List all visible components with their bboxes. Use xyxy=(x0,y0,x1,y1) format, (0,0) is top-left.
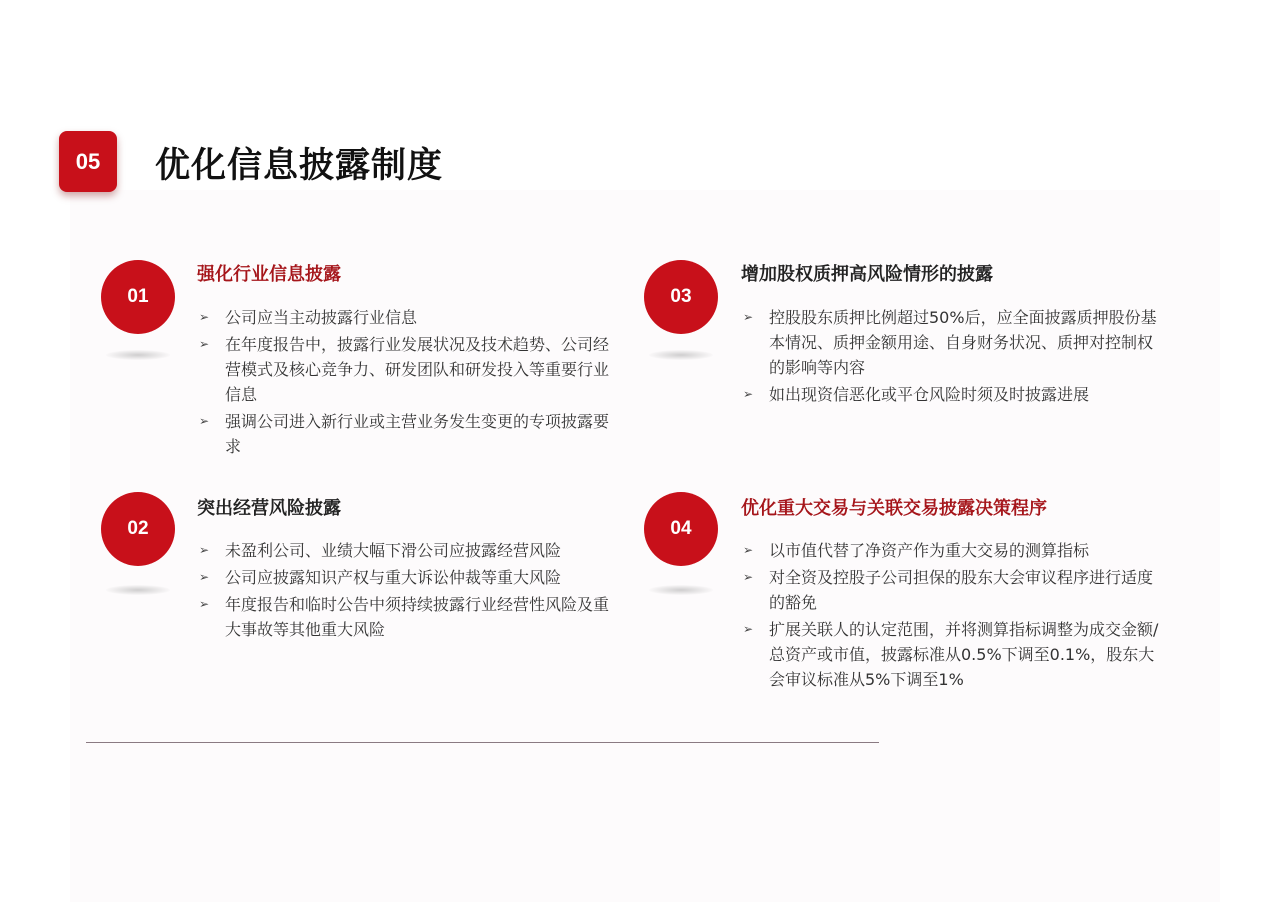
list-item: ➢ 未盈利公司、业绩大幅下滑公司应披露经营风险 xyxy=(197,538,617,563)
item-bullets-01 xyxy=(197,305,617,461)
arrowhead-right-icon: ➢ xyxy=(743,543,754,557)
list-item: ➢ 年度报告和临时公告中须持续披露行业经营性风险及重大事故等其他重大风险 xyxy=(197,592,617,642)
arrowhead-right-icon: ➢ xyxy=(199,337,210,351)
item-bullets-03 xyxy=(741,305,1161,409)
arrowhead-right-icon: ➢ xyxy=(199,310,210,324)
arrowhead-right-icon: ➢ xyxy=(199,570,210,584)
circle-shadow xyxy=(649,350,713,360)
list-item: ➢ 强调公司进入新行业或主营业务发生变更的专项披露要求 xyxy=(197,409,617,459)
item-number-circle-03: 03 xyxy=(644,260,718,334)
list-item: ➢ 在年度报告中，披露行业发展状况及技术趋势、公司经营模式及核心竞争力、研发团队和研发投入等重要行业信息 xyxy=(197,332,617,407)
section-number-badge: 05 xyxy=(59,131,117,192)
item-title-02: 突出经营风险披露 xyxy=(197,498,341,519)
arrowhead-right-icon: ➢ xyxy=(743,387,754,401)
list-item: ➢ 对全资及控股子公司担保的股东大会审议程序进行适度的豁免 xyxy=(741,565,1161,615)
circle-shadow xyxy=(106,585,170,595)
item-number-circle-04: 04 xyxy=(644,492,718,566)
arrowhead-right-icon: ➢ xyxy=(743,570,754,584)
arrowhead-right-icon: ➢ xyxy=(743,310,754,324)
list-item: ➢ 公司应当主动披露行业信息 xyxy=(197,305,617,330)
item-title-04: 优化重大交易与关联交易披露决策程序 xyxy=(741,498,1047,519)
list-item: ➢ 以市值代替了净资产作为重大交易的测算指标 xyxy=(741,538,1161,563)
arrowhead-right-icon: ➢ xyxy=(199,597,210,611)
arrowhead-right-icon: ➢ xyxy=(743,622,754,636)
arrowhead-right-icon: ➢ xyxy=(199,543,210,557)
circle-shadow xyxy=(106,350,170,360)
item-number-circle-01: 01 xyxy=(101,260,175,334)
bottom-divider xyxy=(86,742,879,743)
arrowhead-right-icon: ➢ xyxy=(199,414,210,428)
item-bullets-04 xyxy=(741,538,1161,694)
item-bullets-02 xyxy=(197,538,617,644)
item-title-01: 强化行业信息披露 xyxy=(197,264,341,285)
list-item: ➢ 控股股东质押比例超过50%后，应全面披露质押股份基本情况、质押金额用途、自身财务状况、质押对控制权的影响等内容 xyxy=(741,305,1161,380)
list-item: ➢ 公司应披露知识产权与重大诉讼仲裁等重大风险 xyxy=(197,565,617,590)
item-title-03: 增加股权质押高风险情形的披露 xyxy=(741,264,993,285)
list-item: ➢ 扩展关联人的认定范围，并将测算指标调整为成交金额/总资产或市值，披露标准从0.5%下调至0.1%，股东大会审议标准从5%下调至1% xyxy=(741,617,1161,692)
item-number-circle-02: 02 xyxy=(101,492,175,566)
page-title: 优化信息披露制度 xyxy=(155,146,444,186)
circle-shadow xyxy=(649,585,713,595)
list-item: ➢ 如出现资信恶化或平仓风险时须及时披露进展 xyxy=(741,382,1161,407)
